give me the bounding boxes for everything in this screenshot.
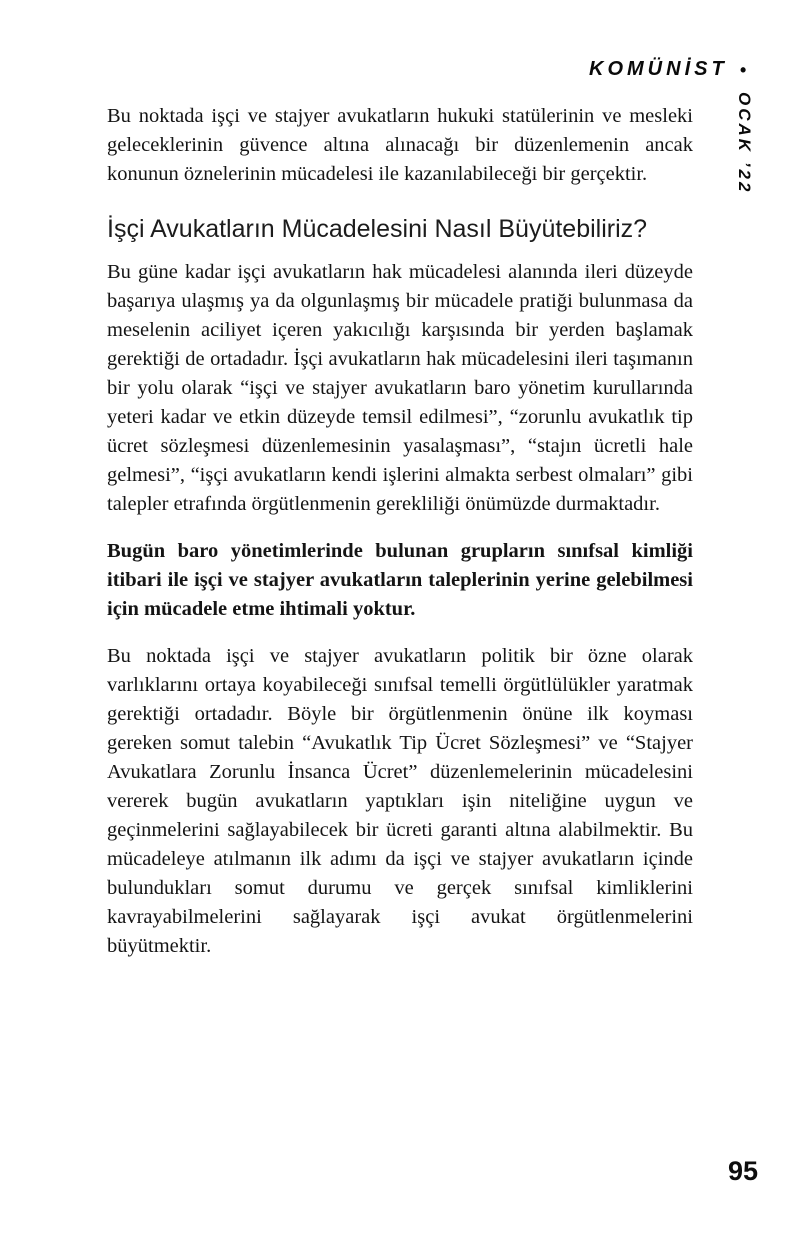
article-body: [107, 102, 693, 979]
journal-title: KOMÜNİST: [589, 58, 728, 80]
section-heading: İşçi Avukatların Mücadelesini Nasıl Büyütebiliriz?: [107, 215, 648, 243]
page-header: [589, 58, 746, 81]
paragraph-closing: Bu noktada işçi ve stajyer avukatların politik bir özne olarak varlıklarını ortaya koyabileceği sınıfsal temelli örgütlülükler yaratmak gerektiği ortadadır. Böyle bir örgütlenmenin önüne ilk koyması gereken somut talebin “Avukatlık Tip Ücret Sözleşmesi” ve “Stajyer Avukatlara Zorunlu İnsanca Ücret” düzenlemelerinin mücadelesini vererek bugün avukatların yaptıkları işin niteliğine uygun ve geçinmelerini sağlayabilecek bir ücreti garanti altına alabilmektir. Bu mücadeleye atılmanın ilk adımı da işçi ve stajyer avukatların içinde bulundukları somut durumu ve gerçek sınıfsal kimliklerini kavrayabilmelerini sağlayarak işçi avukat örgütlenmelerini büyütmektir.: [107, 645, 693, 957]
issue-label: OCAK ’22: [735, 92, 754, 195]
paragraph-emphasis: Bugün baro yönetimlerinde bulunan grupların sınıfsal kimliği itibari ile işçi ve stajyer avukatların taleplerinin yerine gelebilmesi için mücadele etme ihtimali yoktur.: [107, 540, 693, 620]
page-number: 95: [727, 1156, 758, 1186]
paragraph-main: Bu güne kadar işçi avukatların hak mücadelesi alanında ileri düzeyde başarıya ulaşmış ya da olgunlaşmış bir mücadele pratiği bulunmasa da meselenin aciliyet içeren yakıcılığı karşısında bir yerden başlamak gerektiği de ortadadır. İşçi avukatların hak mücadelesini ileri taşımanın bir yolu olarak “işçi ve stajyer avukatların baro yönetim kurullarında yeteri kadar ve etkin düzeyde temsil edilmesi”, “zorunlu avukatlık tip ücret sözleşmesi düzenlemesinin yasalaşması”, “stajın ücretli hale gelmesi”, “işçi avukatların kendi işlerini almakta serbest olmaları” gibi talepler etrafında örgütlenmenin gerekliliği önümüzde durmaktadır.: [107, 261, 693, 515]
header-bullet-icon: •: [739, 59, 746, 80]
paragraph-intro: Bu noktada işçi ve stajyer avukatların hukuki statülerinin ve mesleki geleceklerinin güvence altına alınacağı bir düzenlemenin ancak konunun öznelerinin mücadelesi ile kazanılabileceği bir gerçektir.: [107, 105, 693, 185]
